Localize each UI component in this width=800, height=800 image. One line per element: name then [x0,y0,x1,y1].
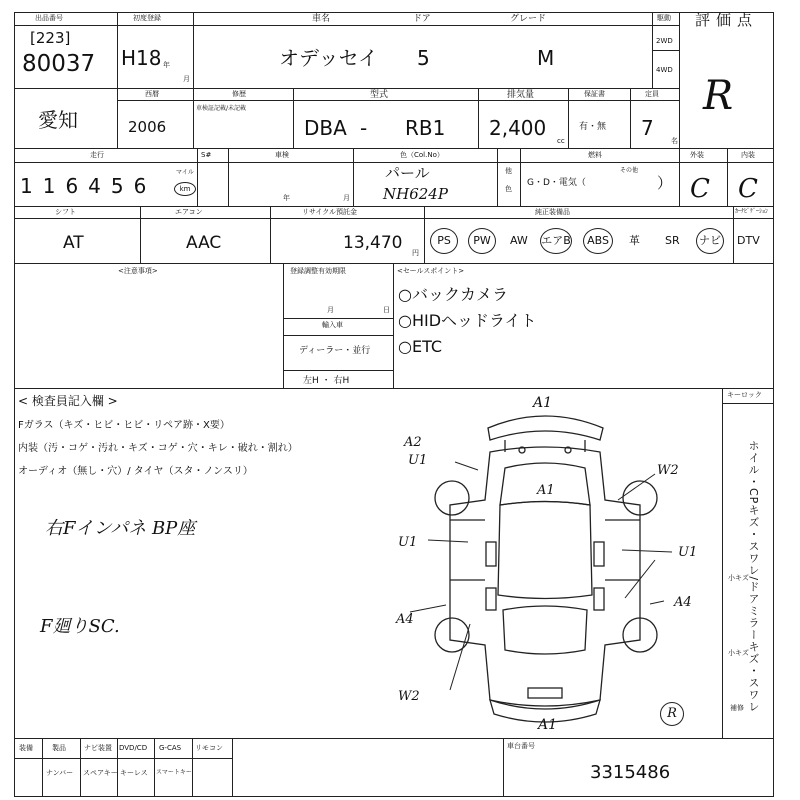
ac: AAC [186,233,222,253]
exterior-label: 外装 [690,151,704,159]
footer-cell-5: G-CAS [159,744,182,752]
lot-number: 80037 [22,51,96,77]
mark-rear-left: W2 [398,689,420,704]
displacement-label: 排気量 [507,90,535,100]
diagram-side-note-2: 小キズ [728,574,749,582]
mark-left-rear: A4 [396,612,414,627]
warranty-label: 保証書 [584,90,605,98]
color: パール [385,164,430,182]
footer-cell-2: 製品 [52,744,66,752]
equip-label: 純正装備品 [535,208,570,216]
mark-right-rear: A4 [674,595,692,610]
doors: 5 [417,46,430,70]
inspector-handwritten-1: 右Fインパネ BP座 [45,518,196,539]
inspection-year: 年 [283,194,290,202]
expiry-label: 登録調整有効期限 [290,267,346,275]
model-code-left: DBA [304,116,347,140]
inspection-label: 車検 [275,151,289,159]
mileage-unit-km: km [174,182,196,196]
drive-4wd: 4WD [656,66,673,74]
model-code-label: 型式 [370,90,389,100]
navi-label: ｶｰﾅﾋﾞｹﾞｰｼｮﾝ [735,208,769,215]
other-label2: 色 [505,185,512,193]
model-name-label: 車名 [312,14,331,24]
mileage-unit-mile: マイル [176,169,194,176]
drive-label: 駆動 [657,14,671,22]
inspector-title: < 検査員記入欄 > [18,394,118,408]
mileage: 116456 [20,174,157,198]
recycle: 13,470 [343,233,403,253]
s-label: S# [201,151,212,159]
footer-cell-3: ナビ装置 [84,744,112,752]
keyless-label: キーロック [727,391,762,399]
footer-cell-4: DVD/CD [119,744,148,752]
shift: AT [63,233,84,253]
equip-airbag: エアB [540,228,572,254]
fuel-close: ） [657,174,673,192]
interior: C [738,174,758,204]
footer-cell-1: 装備 [19,744,33,752]
ac-label: エアコン [175,208,203,216]
equip-aw: AW [510,234,528,247]
mod-sub: 車検証記載/未記載 [196,105,247,112]
diagram-side-note-3: 小キズ [728,649,749,657]
fuel-other-label: その他 [620,167,639,174]
mark-front-right: W2 [657,463,679,478]
model-code-dash: - [360,116,368,140]
displacement: 2,400 [489,116,547,140]
mark-left-door: U1 [398,535,418,550]
mark-right-door: U1 [678,545,698,560]
grade: M [537,46,555,70]
equip-dtv: DTV [737,234,760,247]
color-label: 色（Col.No） [400,151,444,159]
capacity-unit: 名 [671,137,678,145]
recycle-label: リサイクル預託金 [302,208,358,216]
fuel-label: 燃料 [588,151,602,159]
footer-cell-7: ナンバー [46,769,74,777]
model-name: オデッセイ [279,46,378,70]
footer-cell-10: スマートキー [156,769,192,776]
import-value: ディーラー・並行 [299,346,371,356]
interior-label: 内装 [741,151,755,159]
footer-cell-8: スペアキー [83,769,118,777]
import-label: 輸入車 [322,321,343,329]
inspector-line3: オーディオ（無し・穴）/ タイヤ（スタ・ノンスリ） [18,466,253,477]
diagram-side-note: ホイル・CPキズ・スワレ/ドアミラーキズ・スワレ [747,440,760,714]
exterior: C [690,174,710,204]
recycle-unit: 円 [412,249,419,257]
mark-front-left-a: A2 [404,435,422,450]
equip-leather: 革 [629,234,640,247]
lot-label: 出品番号 [35,14,63,22]
mark-rear-bottom: A1 [538,717,558,733]
inspector-handwritten-2: F廻りSC. [40,616,120,637]
inspector-line2: 内装（汚・コゲ・汚れ・キズ・コゲ・穴・キレ・破れ・割れ） [18,443,298,454]
chassis-label: 車台番号 [507,742,535,750]
sales-point-1: ○バックカメラ [398,285,508,304]
model-code-right: RB1 [405,116,446,140]
first-reg-month: 月 [183,75,190,83]
capacity: 7 [641,116,654,140]
fuel-value: G・D・電気（ [527,178,586,188]
mileage-label: 走行 [90,151,104,159]
year-label: 西暦 [145,90,159,98]
year: 2006 [128,118,167,136]
expiry-day: 日 [383,306,390,314]
mark-hood: A1 [537,483,555,498]
drive-2wd: 2WD [656,37,673,45]
equip-abs: ABS [583,228,613,254]
score-label: 評価点 [695,11,759,29]
warranty-value: 有・無 [579,122,607,132]
mod-label: 修歴 [232,90,246,98]
footer-cell-6: リモコン [195,744,223,752]
inspection-month: 月 [343,194,350,202]
mark-front-top: A1 [533,395,553,411]
inspector-line1: Fガラス（キズ・ヒビ・ヒビ・リペア跡・X要） [18,420,230,431]
sales-point-3: ○ETC [398,337,443,356]
color-code: NH624P [383,185,448,203]
other-label: 他 [505,167,512,175]
sales-point-2: ○HIDヘッドライト [398,311,537,330]
sales-label: <セールスポイント> [397,267,465,275]
score: R [703,73,734,119]
location: 愛知 [38,108,78,132]
expiry-month: 月 [327,306,334,314]
footer-cell-9: キーレス [120,769,148,777]
chassis-number: 3315486 [590,762,671,783]
capacity-label: 定員 [645,90,659,98]
first-reg-unit: 年 [163,61,170,69]
equip-navi: ナビ [696,228,724,254]
grade-label: グレード [510,14,547,24]
equip-pw: PW [468,228,496,254]
caution-label: <注意事項> [118,267,158,275]
lot-prefix: [223] [30,29,71,47]
equip-sr: SR [665,234,680,247]
doors-label: ドア [413,14,431,24]
displacement-unit: cc [557,137,565,145]
equip-ps: PS [430,228,458,254]
shift-label: シフト [55,208,76,216]
steering: 左H ・ 右H [303,376,350,386]
diagram-side-note-4: 補修 [730,704,744,712]
first-reg: H18 [121,46,162,70]
mark-corner-r: R [660,702,684,726]
first-reg-label: 初度登録 [133,14,161,22]
mark-front-left-b: U1 [408,453,428,468]
